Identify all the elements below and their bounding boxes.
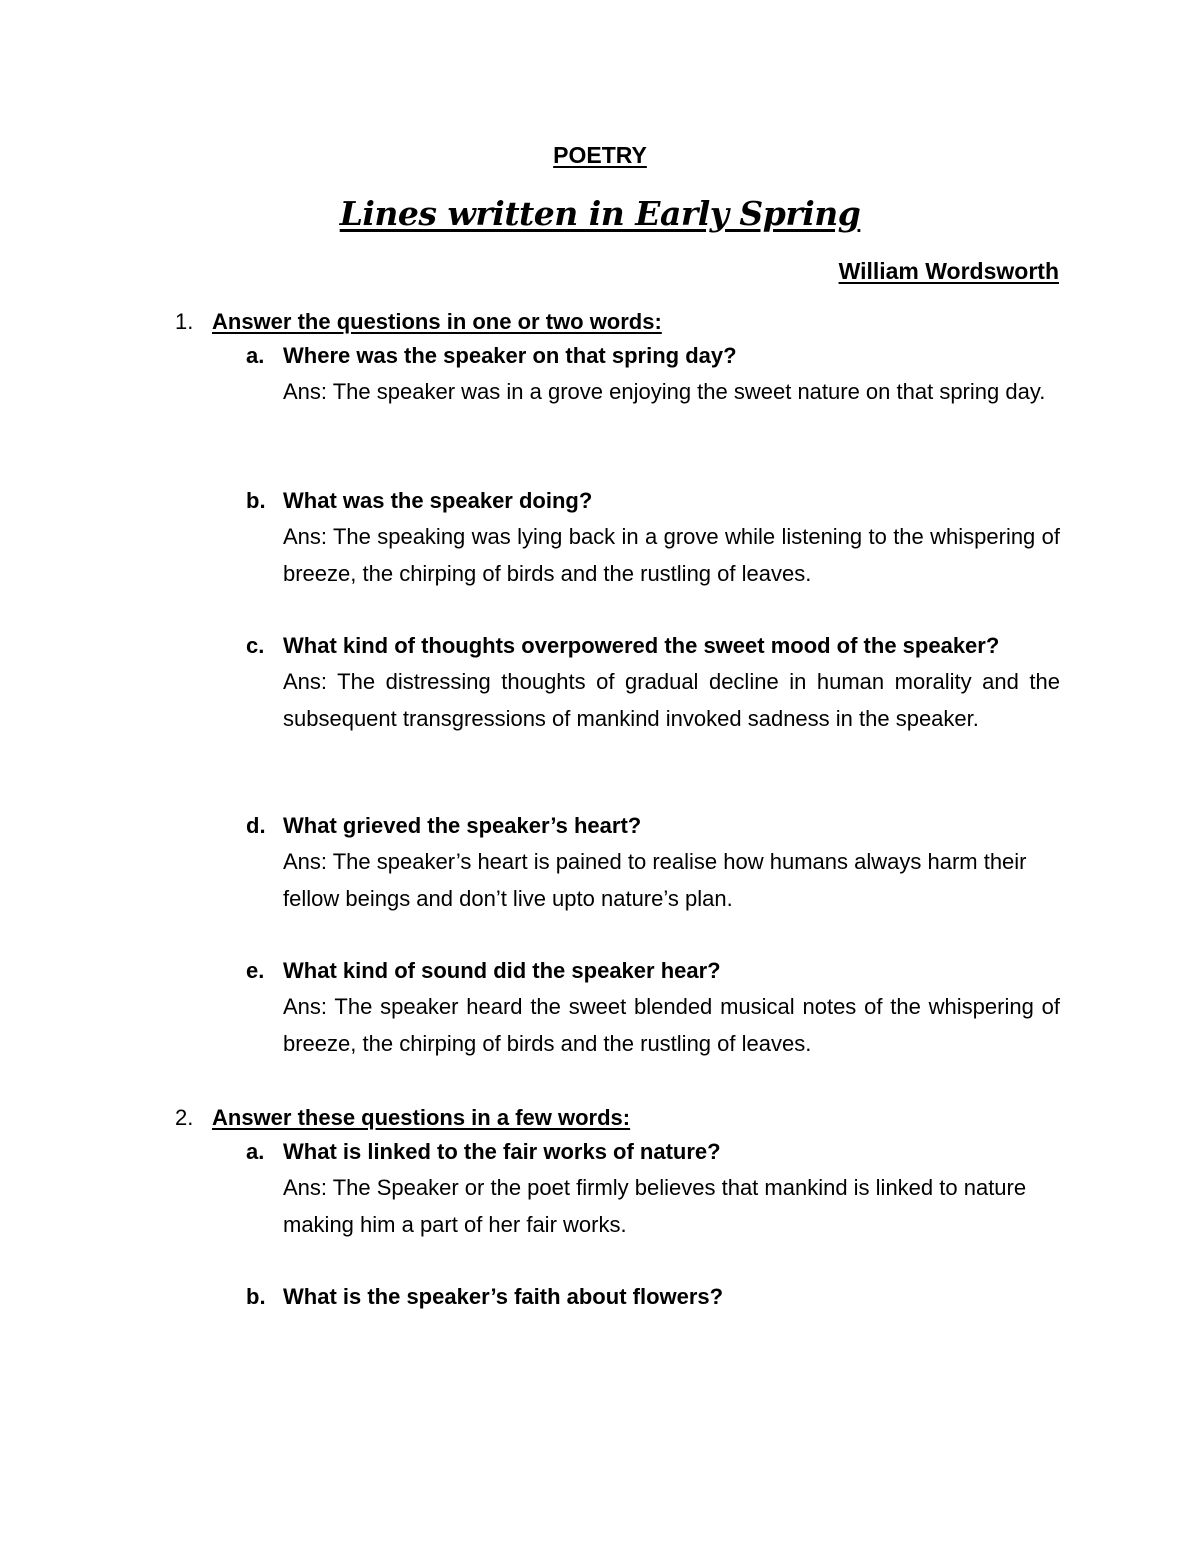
question-item-1a bbox=[246, 338, 1060, 411]
question-letter: d. bbox=[246, 813, 266, 838]
section-title: Answer these questions in a few words: bbox=[212, 1105, 631, 1130]
author-name: William Wordsworth bbox=[838, 258, 1059, 284]
question-text: Where was the speaker on that spring day? bbox=[283, 343, 737, 368]
question-letter: a. bbox=[246, 343, 265, 368]
question-line bbox=[246, 628, 1060, 664]
poem-title: Lines written in Early Spring bbox=[339, 194, 861, 233]
question-item-2a bbox=[246, 1134, 1060, 1243]
question-item-1d bbox=[246, 808, 1060, 917]
question-item-1e bbox=[246, 953, 1060, 1062]
question-text: What is the speaker’s faith about flowers? bbox=[283, 1284, 724, 1309]
answer-text: Ans: The speaker was in a grove enjoying the sweet nature on that spring day. bbox=[283, 379, 1046, 404]
question-letter: e. bbox=[246, 958, 265, 983]
section-heading-1 bbox=[175, 307, 662, 337]
question-letter: b. bbox=[246, 1284, 266, 1309]
question-text: What grieved the speaker’s heart? bbox=[283, 813, 642, 838]
answer-text: Ans: The Speaker or the poet firmly believes that mankind is linked to nature making him a part of her fair works. bbox=[283, 1175, 1027, 1237]
question-text: What was the speaker doing? bbox=[283, 488, 593, 513]
question-letter: a. bbox=[246, 1139, 265, 1164]
subject-heading: POETRY bbox=[553, 142, 647, 168]
question-line bbox=[246, 1279, 1060, 1315]
answer-text: Ans: The speaker’s heart is pained to realise how humans always harm their fellow beings and don’t live upto nature’s plan. bbox=[283, 849, 1027, 911]
question-line bbox=[246, 338, 1060, 374]
question-line bbox=[246, 808, 1060, 844]
section-number: 1. bbox=[175, 309, 194, 334]
question-text: What kind of thoughts overpowered the sweet mood of the speaker? bbox=[283, 633, 1000, 658]
section-heading-2 bbox=[175, 1103, 630, 1133]
question-letter: b. bbox=[246, 488, 266, 513]
question-line bbox=[246, 483, 1060, 519]
question-item-2b bbox=[246, 1279, 1060, 1315]
question-text: What is linked to the fair works of nature? bbox=[283, 1139, 721, 1164]
question-item-1b bbox=[246, 483, 1060, 592]
answer-text: Ans: The distressing thoughts of gradual decline in human morality and the subsequent transgressions of mankind invoked sadness in the speaker. bbox=[283, 669, 1060, 731]
question-text: What kind of sound did the speaker hear? bbox=[283, 958, 721, 983]
answer-text: Ans: The speaking was lying back in a grove while listening to the whispering of breeze, the chirping of birds and the rustling of leaves. bbox=[283, 524, 1060, 586]
question-line bbox=[246, 1134, 1060, 1170]
answer-text: Ans: The speaker heard the sweet blended musical notes of the whispering of breeze, the chirping of birds and the rustling of leaves. bbox=[283, 994, 1060, 1056]
question-letter: c. bbox=[246, 633, 265, 658]
question-line bbox=[246, 953, 1060, 989]
section-title: Answer the questions in one or two words: bbox=[212, 309, 662, 334]
section-number: 2. bbox=[175, 1105, 194, 1130]
question-item-1c bbox=[246, 628, 1060, 737]
